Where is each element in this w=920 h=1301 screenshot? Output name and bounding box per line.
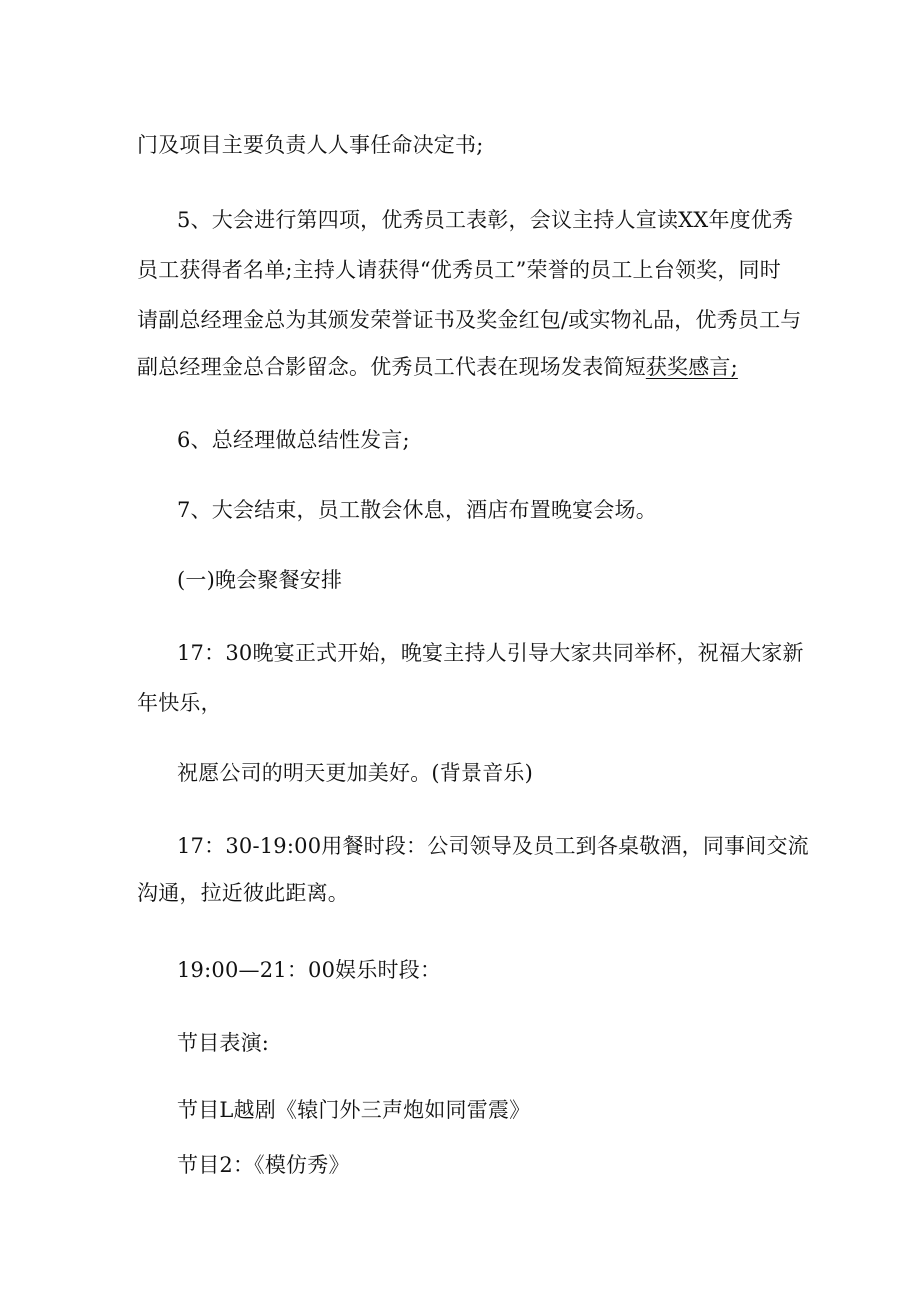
paragraph-line: 祝愿公司的明天更加美好。(背景音乐) (177, 761, 533, 785)
paragraph-text: 副总经理金总合影留念。优秀员工代表在现场发表简短 (137, 355, 646, 379)
paragraph-line: 节目L越剧《辕门外三声炮如同雷震》 (177, 1098, 531, 1122)
paragraph-line: 19:00—21：00娱乐时段： (177, 958, 442, 982)
paragraph-line: 门及项目主要负责人人事任命决定书; (137, 133, 484, 157)
paragraph-line: 5、大会进行第四项，优秀员工表彰，会议主持人宣读XX年度优秀 (177, 208, 794, 232)
paragraph-line: 员工获得者名单;主持人请获得“优秀员工”荣誉的员工上台领奖，同时 (137, 258, 781, 282)
paragraph-line (137, 353, 738, 381)
paragraph-line: 17：30晚宴正式开始，晚宴主持人引导大家共同举杯，祝福大家新 (177, 641, 804, 665)
paragraph-line: 请副总经理金总为其颁发荣誉证书及奖金红包/或实物礼品，优秀员工与 (137, 308, 802, 332)
paragraph-line: 17：30-19:00用餐时段：公司领导及员工到各桌敬酒，同事间交流 (177, 834, 809, 858)
paragraph-line: 节目2：《模仿秀》 (177, 1153, 350, 1177)
paragraph-line: 节目表演: (177, 1031, 270, 1055)
underlined-text: 获奖感言; (645, 355, 738, 379)
section-heading: (一)晚会聚餐安排 (177, 568, 343, 592)
paragraph-line: 6、总经理做总结性发言; (177, 428, 410, 452)
paragraph-line: 沟通，拉近彼此距离。 (137, 881, 349, 905)
paragraph-line: 7、大会结束，员工散会休息，酒店布置晚宴会场。 (177, 498, 657, 522)
paragraph-line: 年快乐， (137, 691, 222, 715)
